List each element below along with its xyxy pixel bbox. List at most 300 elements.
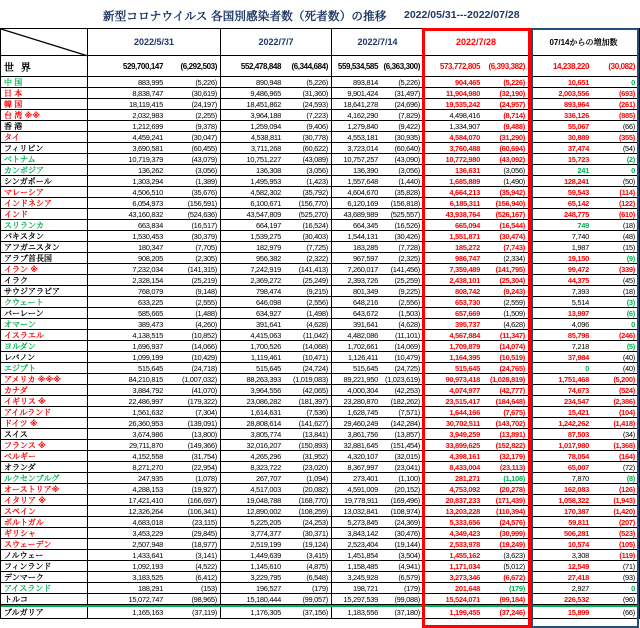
cell-c3	[332, 440, 424, 450]
table-row	[1, 418, 638, 429]
cases-value: 552,478,848	[240, 61, 281, 71]
cell-c5	[529, 176, 638, 186]
cell-c4	[424, 319, 529, 329]
deaths-value: (149,366)	[187, 440, 217, 450]
cases-value: 1,145,610	[250, 561, 281, 571]
header-date-0714: 2022/7/14	[332, 29, 424, 55]
deaths-value: (3,504)	[398, 550, 420, 560]
cell-c1	[88, 242, 221, 252]
table-row	[1, 198, 638, 209]
cell-c5	[529, 121, 638, 131]
country-name: エジプト	[1, 363, 88, 373]
cell-c3	[332, 308, 424, 318]
cell-c1	[88, 506, 221, 516]
deaths-value: (71)	[622, 561, 635, 571]
cell-c4	[424, 550, 529, 560]
deaths-value: (25,249)	[302, 275, 328, 285]
cases-value: 273,401	[352, 473, 378, 483]
cases-value: 395,737	[454, 319, 480, 329]
table-row	[1, 594, 638, 605]
deaths-value: 0	[631, 77, 635, 87]
cell-c1	[88, 187, 221, 197]
cases-value: 4,138,515	[132, 330, 163, 340]
cases-value: 6,185,311	[449, 198, 480, 208]
cases-value: 12,890,002	[246, 506, 281, 516]
cell-c1	[88, 385, 221, 395]
country-name: ギリシャ	[1, 528, 88, 538]
deaths-value: (168,770)	[298, 495, 328, 505]
deaths-value: (25,259)	[394, 275, 420, 285]
deaths-value: (96)	[622, 594, 635, 604]
deaths-value: (31,290)	[499, 132, 525, 142]
country-name: オーストリア※	[1, 484, 88, 494]
cases-value: 956,382	[255, 253, 281, 263]
header-date-0707: 2022/7/7	[221, 29, 332, 55]
cell-c1	[88, 88, 221, 98]
table-row	[1, 550, 638, 561]
deaths-value: (30,379)	[191, 231, 217, 241]
deaths-value: (42,065)	[302, 385, 328, 395]
deaths-value: (30,619)	[191, 88, 217, 98]
cases-value: 234,547	[563, 396, 589, 406]
cell-c1	[88, 607, 221, 618]
table-row	[1, 506, 638, 517]
deaths-value: (2,255)	[195, 110, 217, 120]
cases-value: 4,349,423	[449, 528, 480, 538]
cases-value: 12,326,264	[128, 506, 163, 516]
deaths-value: (13,841)	[302, 429, 328, 439]
deaths-value: (60,455)	[191, 143, 217, 153]
cell-c1	[88, 154, 221, 164]
cell-c1	[88, 143, 221, 153]
cell-c3	[332, 352, 424, 362]
deaths-value: (1,023,619)	[384, 374, 420, 384]
cases-value: 4,415,063	[250, 330, 281, 340]
cell-c4	[424, 341, 529, 351]
cases-value: 646,098	[255, 297, 281, 307]
cell-c2	[221, 121, 332, 131]
cell-c2	[221, 607, 332, 618]
cell-c4	[424, 363, 529, 373]
deaths-value: (5,226)	[195, 77, 217, 87]
cell-c5	[529, 165, 638, 175]
cases-value: 74,673	[567, 385, 589, 395]
cell-c2	[221, 473, 332, 483]
cases-value: 1,561,632	[132, 407, 163, 417]
cell-c4	[424, 165, 529, 175]
cases-value: 1,628,745	[347, 407, 378, 417]
cell-c2	[221, 253, 332, 263]
deaths-value: (24,718)	[191, 363, 217, 373]
cell-c2	[221, 308, 332, 318]
deaths-value: (7,304)	[195, 407, 217, 417]
deaths-value: (261)	[618, 99, 635, 109]
cases-value: 1,530,453	[132, 231, 163, 241]
header-corner-cell	[1, 29, 88, 55]
deaths-value: (151,454)	[390, 440, 420, 450]
cases-value: 4,567,884	[449, 330, 480, 340]
cases-value: 1,702,661	[347, 341, 378, 351]
country-name: イタリア ※	[1, 495, 88, 505]
country-name: ルクセンブルグ	[1, 473, 88, 483]
cases-value: 10,719,379	[128, 154, 163, 164]
cases-value: 529,700,147	[122, 61, 163, 71]
deaths-value: (7,223)	[306, 110, 328, 120]
cell-c3	[332, 264, 424, 274]
cases-value: 19,535,242	[445, 99, 480, 109]
cases-value: 768,079	[137, 286, 163, 296]
cell-c2	[221, 429, 332, 439]
cases-value: 5,225,205	[250, 517, 281, 527]
cases-value: 136,262	[137, 165, 163, 175]
cases-value: 4,000,304	[347, 385, 378, 395]
deaths-value: (1,108)	[503, 473, 525, 483]
deaths-value: (16,524)	[302, 220, 328, 230]
cases-value: 573,772,805	[439, 61, 480, 71]
cell-c2	[221, 396, 332, 406]
cell-c1	[88, 330, 221, 340]
deaths-value: (246)	[618, 330, 635, 340]
deaths-value: (3,056)	[503, 165, 525, 175]
deaths-value: (2,305)	[195, 253, 217, 263]
cell-c4	[424, 561, 529, 571]
deaths-value: (7,829)	[398, 110, 420, 120]
deaths-value: (10,471)	[302, 352, 328, 362]
cell-c3	[332, 187, 424, 197]
cell-c5	[529, 99, 638, 109]
cases-value: 4,162,290	[347, 110, 378, 120]
country-name: アラブ首長国	[1, 253, 88, 263]
country-name: バーレーン	[1, 308, 88, 318]
country-name: スウェーデン	[1, 539, 88, 549]
cell-c4	[424, 451, 529, 461]
cases-value: 90,973,418	[445, 374, 480, 384]
cell-c1	[88, 319, 221, 329]
deaths-value: (153)	[200, 583, 217, 593]
deaths-value: (2,555)	[195, 297, 217, 307]
cases-value: 15,524,071	[445, 594, 480, 604]
cases-value: 653,730	[454, 297, 480, 307]
deaths-value: (6,548)	[306, 572, 328, 582]
cases-value: 37,984	[567, 352, 589, 362]
deaths-value: (37,119)	[192, 608, 217, 617]
country-name: オマーン	[1, 319, 88, 329]
cases-value: 5,333,656	[449, 517, 480, 527]
cell-c3	[332, 242, 424, 252]
cases-value: 11,904,980	[445, 88, 480, 98]
deaths-value: (20,278)	[499, 484, 525, 494]
cell-c2	[221, 132, 332, 142]
cell-c4	[424, 352, 529, 362]
cell-c2	[221, 187, 332, 197]
deaths-value: (24,724)	[302, 363, 328, 373]
table-row	[1, 77, 638, 88]
cases-value: 1,183,556	[347, 608, 378, 617]
deaths-value: (24,253)	[302, 517, 328, 527]
deaths-value: (14,066)	[191, 341, 217, 351]
deaths-value: (37,156)	[302, 608, 328, 617]
cases-value: 3,183,525	[132, 572, 163, 582]
cell-c3	[332, 99, 424, 109]
cell-c2	[221, 506, 332, 516]
cases-value: 890,948	[255, 77, 281, 87]
deaths-value: (24,576)	[499, 517, 525, 527]
country-name: フィリピン	[1, 143, 88, 153]
deaths-value: (525,557)	[390, 209, 420, 219]
cell-c3	[332, 429, 424, 439]
cases-value: 1,242,262	[558, 418, 589, 428]
cell-c1	[88, 231, 221, 241]
deaths-value: (164)	[618, 451, 635, 461]
deaths-value: (20,082)	[302, 484, 328, 494]
cases-value: 2,523,404	[347, 539, 378, 549]
cell-c4	[424, 440, 529, 450]
cases-value: 3,723,014	[347, 143, 378, 153]
deaths-value: (32,179)	[499, 451, 525, 461]
deaths-value: (18)	[622, 286, 635, 296]
deaths-value: (14,068)	[302, 341, 328, 351]
cell-c2	[221, 264, 332, 274]
cases-value: 99,472	[567, 264, 589, 274]
table-row	[1, 484, 638, 495]
deaths-value: (5,226)	[398, 77, 420, 87]
cases-value: 18,119,415	[129, 99, 163, 109]
cases-value: 633,225	[137, 297, 163, 307]
cases-value: 389,473	[137, 319, 163, 329]
deaths-value: 0	[631, 583, 635, 593]
cases-value: 893,814	[352, 77, 378, 87]
deaths-value: (32,015)	[394, 451, 420, 461]
cases-value: 5,273,845	[347, 517, 378, 527]
deaths-value: (72)	[622, 462, 635, 472]
cases-value: 4,265,296	[250, 451, 281, 461]
cases-value: 65,142	[567, 198, 589, 208]
country-name: ブルガリア	[1, 607, 88, 618]
deaths-value: (7,571)	[398, 407, 420, 417]
deaths-value: (66)	[622, 121, 635, 131]
cases-value: 2,438,101	[449, 275, 480, 285]
table-row	[1, 473, 638, 484]
cell-c2	[221, 198, 332, 208]
cell-c5	[529, 220, 638, 230]
cell-c5	[529, 594, 638, 604]
cases-value: 634,927	[255, 308, 281, 318]
cases-value: 44,375	[567, 275, 589, 285]
cell-c2	[221, 176, 332, 186]
cell-c2	[221, 77, 332, 87]
deaths-value: (143,702)	[495, 418, 525, 428]
cell-c3	[332, 165, 424, 175]
deaths-value: (24,369)	[394, 517, 420, 527]
cell-c1	[88, 132, 221, 142]
cases-value: 13,203,228	[445, 506, 480, 516]
deaths-value: (43,090)	[394, 154, 420, 164]
cases-value: 3,245,928	[347, 572, 378, 582]
cases-value: 170,387	[563, 506, 589, 516]
deaths-value: (9,378)	[195, 121, 217, 131]
cell-c5	[529, 495, 638, 505]
deaths-value: (1,389)	[195, 176, 217, 186]
cases-value: 29,460,249	[343, 418, 378, 428]
cell-c2	[221, 363, 332, 373]
cases-value: 23,086,282	[246, 396, 281, 406]
cases-value: 4,459,241	[132, 132, 163, 142]
deaths-value: (13,800)	[191, 429, 217, 439]
cell-c5	[529, 517, 638, 527]
cell-c3	[332, 56, 424, 76]
cell-c4	[424, 308, 529, 318]
cases-value: 4,584,070	[449, 132, 480, 142]
cases-value: 43,689,989	[343, 209, 378, 219]
cases-value: 4,320,107	[347, 451, 378, 461]
country-name: フィンランド	[1, 561, 88, 571]
cases-value: 19,150	[567, 253, 589, 263]
cell-c1	[88, 275, 221, 285]
cases-value: 12,549	[567, 561, 589, 571]
deaths-value: (18,977)	[191, 539, 217, 549]
cases-value: 1,165,163	[132, 608, 163, 617]
cases-value: 657,669	[454, 308, 480, 318]
deaths-value: (339)	[618, 264, 635, 274]
country-name: フランス ※	[1, 440, 88, 450]
country-name: インドネシア	[1, 198, 88, 208]
deaths-value: (1,423)	[306, 176, 328, 186]
cases-value: 182,979	[255, 242, 281, 252]
country-name: 台 湾 ※※	[1, 110, 88, 120]
deaths-value: (2)	[626, 154, 635, 164]
deaths-value: (6,393,382)	[488, 61, 525, 71]
deaths-value: (5,012)	[503, 561, 525, 571]
deaths-value: (4,260)	[195, 319, 217, 329]
deaths-value: (6,672)	[503, 572, 525, 582]
country-name: カナダ	[1, 385, 88, 395]
table-row	[1, 319, 638, 330]
deaths-value: (93)	[622, 572, 635, 582]
deaths-value: (1,490)	[503, 176, 525, 186]
covid-table	[0, 28, 640, 619]
cell-c2	[221, 231, 332, 241]
cell-c1	[88, 198, 221, 208]
cases-value: 1,685,889	[449, 176, 480, 186]
table-row	[1, 121, 638, 132]
cell-c4	[424, 110, 529, 120]
cell-c4	[424, 121, 529, 131]
cases-value: 136,308	[255, 165, 281, 175]
cases-value: 7,393	[571, 286, 589, 296]
deaths-value: (9,215)	[306, 286, 328, 296]
table-row	[1, 539, 638, 550]
cases-value: 1,544,131	[347, 231, 378, 241]
deaths-value: (23,115)	[192, 517, 217, 527]
cell-c5	[529, 297, 638, 307]
cell-c5	[529, 132, 638, 142]
cell-c3	[332, 607, 424, 618]
deaths-value: (2,325)	[398, 253, 420, 263]
deaths-value: (2,559)	[503, 297, 525, 307]
cases-value: 281,271	[454, 473, 480, 483]
country-name: ヨルダン	[1, 341, 88, 351]
cases-value: 128,241	[563, 176, 589, 186]
cases-value: 43,547,809	[246, 209, 281, 219]
deaths-value: (1,418)	[613, 418, 635, 428]
cell-c1	[88, 110, 221, 120]
cases-value: 1,176,305	[250, 608, 281, 617]
country-name: 中 国	[1, 77, 88, 87]
cases-value: 78,054	[567, 451, 589, 461]
deaths-value: (5)	[626, 341, 635, 351]
cases-value: 808,742	[454, 286, 480, 296]
cell-c4	[424, 56, 529, 76]
cases-value: 4,498,416	[449, 110, 480, 120]
deaths-value: (3,415)	[306, 550, 328, 560]
cell-c4	[424, 607, 529, 618]
table-row	[1, 176, 638, 187]
cell-c2	[221, 528, 332, 538]
table-row	[1, 341, 638, 352]
cases-value: 7,242,919	[250, 264, 281, 274]
cases-value: 180,347	[137, 242, 163, 252]
country-name: シンガポール	[1, 176, 88, 186]
deaths-value: (7,725)	[306, 242, 328, 252]
table-row	[1, 385, 638, 396]
table-row	[1, 374, 638, 385]
cell-c3	[332, 473, 424, 483]
deaths-value: (20,152)	[394, 484, 420, 494]
deaths-value: (523)	[618, 528, 635, 538]
deaths-value: (1,498)	[306, 308, 328, 318]
deaths-value: (35,676)	[191, 187, 217, 197]
cases-value: 3,884,792	[132, 385, 163, 395]
cases-value: 4,517,003	[250, 484, 281, 494]
cell-c1	[88, 286, 221, 296]
deaths-value: (43,089)	[302, 154, 328, 164]
cell-c4	[424, 594, 529, 604]
deaths-value: (141,627)	[298, 418, 328, 428]
deaths-value: (141,795)	[495, 264, 525, 274]
cases-value: 3,949,259	[449, 429, 480, 439]
deaths-value: (150,893)	[298, 440, 328, 450]
country-name: マレーシア	[1, 187, 88, 197]
cases-value: 15,180,444	[246, 594, 281, 604]
deaths-value: (15)	[622, 242, 635, 252]
deaths-value: (141,456)	[390, 264, 420, 274]
cell-c2	[221, 374, 332, 384]
deaths-value: (2,322)	[306, 253, 328, 263]
cell-c2	[221, 385, 332, 395]
cell-c3	[332, 462, 424, 472]
deaths-value: (9)	[626, 253, 635, 263]
cell-c5	[529, 607, 638, 618]
cases-value: 1,696,937	[132, 341, 163, 351]
cell-c4	[424, 143, 529, 153]
cases-value: 664,345	[352, 220, 378, 230]
cell-c1	[88, 77, 221, 87]
deaths-value: (34)	[622, 429, 635, 439]
cell-c4	[424, 418, 529, 428]
cases-value: 201,648	[454, 583, 480, 593]
header-date-0728: 2022/7/28	[424, 29, 529, 55]
table-row	[1, 88, 638, 99]
cases-value: 1,987	[571, 242, 589, 252]
table-row	[1, 583, 638, 594]
cell-c4	[424, 374, 529, 384]
cell-c2	[221, 143, 332, 153]
cases-value: 32,016,207	[246, 440, 281, 450]
cell-c1	[88, 550, 221, 560]
cell-c2	[221, 561, 332, 571]
cases-value: 33,899,625	[445, 440, 480, 450]
deaths-value: (3,141)	[195, 550, 217, 560]
